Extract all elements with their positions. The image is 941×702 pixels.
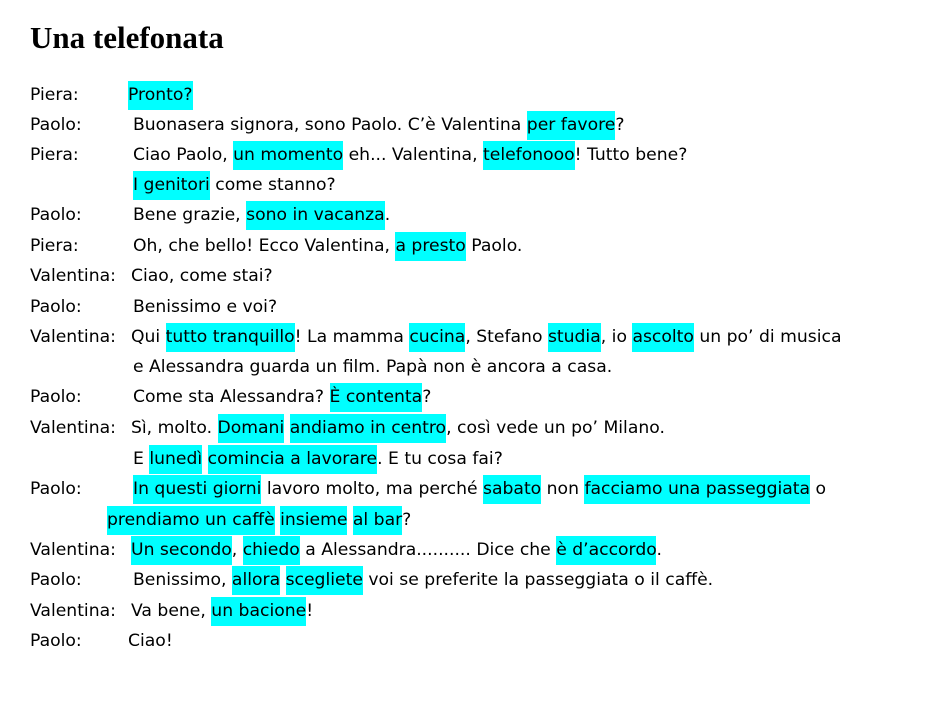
text-segment: Ciao Paolo, — [133, 145, 234, 165]
page-title: Una telefonata — [30, 20, 224, 55]
dialogue-text — [131, 596, 313, 626]
text-segment: lavoro molto, ma perché — [261, 479, 484, 499]
highlighted-phrase: studia — [548, 323, 601, 352]
text-segment: Bene grazie, — [133, 205, 247, 225]
dialogue-line — [0, 292, 941, 322]
text-segment: ! — [306, 601, 314, 621]
text-segment: Ciao! — [128, 631, 173, 651]
dialogue-line — [0, 140, 941, 170]
highlighted-phrase: tutto tranquillo — [166, 323, 295, 352]
speaker-name: Piera: — [30, 85, 79, 105]
speaker-name: Paolo: — [30, 297, 82, 317]
dialogue-line — [0, 322, 941, 352]
text-segment: e Alessandra guarda un film. Papà non è ancora a casa. — [133, 357, 613, 377]
text-segment: Come sta Alessandra? — [133, 387, 330, 407]
highlighted-phrase: Domani — [218, 414, 285, 443]
dialogue-text — [133, 200, 390, 230]
highlighted-phrase: un bacione — [211, 597, 306, 626]
dialogue-text — [131, 413, 665, 443]
text-segment: eh... Valentina, — [343, 145, 483, 165]
dialogue-line — [0, 110, 941, 140]
highlighted-phrase: allora — [232, 566, 280, 595]
dialogue-text — [131, 535, 662, 565]
dialogue-text — [133, 231, 522, 261]
speaker-name: Valentina: — [30, 418, 116, 438]
text-segment: . — [656, 540, 662, 560]
text-segment: E — [133, 449, 150, 469]
highlighted-phrase: al bar — [353, 506, 402, 535]
text-segment: . — [384, 205, 391, 225]
text-segment — [284, 418, 289, 438]
highlighted-phrase: è d’accordo — [556, 536, 656, 565]
dialogue-text — [133, 565, 713, 595]
text-segment: Ciao, come stai? — [131, 266, 273, 286]
text-segment: voi se preferite la passeggiata o il caffè. — [362, 570, 714, 590]
text-segment: ! Tutto bene? — [574, 145, 688, 165]
text-segment: ? — [422, 387, 432, 407]
dialogue-line — [0, 565, 941, 595]
highlighted-phrase: per favore — [527, 111, 616, 140]
text-segment: Paolo. — [465, 236, 523, 256]
dialogue-text — [133, 140, 687, 170]
highlighted-phrase: telefonooo — [483, 141, 575, 170]
text-segment: un po’ di musica — [693, 327, 842, 347]
dialogue-text — [133, 444, 503, 474]
highlighted-phrase: facciamo una passeggiata — [584, 475, 810, 504]
text-segment — [280, 570, 285, 590]
speaker-name: Paolo: — [30, 205, 82, 225]
dialogue-line — [0, 535, 941, 565]
speaker-name: Piera: — [30, 236, 79, 256]
dialogue-text — [107, 505, 411, 535]
speaker-name: Paolo: — [30, 570, 82, 590]
speaker-name: Valentina: — [30, 266, 116, 286]
highlighted-phrase: sono in vacanza — [246, 201, 385, 230]
text-segment: , io — [600, 327, 633, 347]
dialogue-line — [0, 261, 941, 291]
dialogue-line — [0, 444, 941, 474]
text-segment: , Stefano — [465, 327, 548, 347]
highlighted-phrase: È contenta — [330, 383, 423, 412]
dialogue-line — [0, 413, 941, 443]
text-segment: ? — [402, 510, 412, 530]
speaker-name: Paolo: — [30, 631, 82, 651]
dialogue-text — [133, 292, 277, 322]
text-segment: Oh, che bello! Ecco Valentina, — [133, 236, 396, 256]
highlighted-phrase: I genitori — [133, 171, 210, 200]
highlighted-phrase: cucina — [409, 323, 465, 352]
dialogue-text — [131, 322, 841, 352]
text-segment: ! La mamma — [294, 327, 410, 347]
highlighted-phrase: Un secondo — [131, 536, 232, 565]
highlighted-phrase: lunedì — [149, 445, 202, 474]
highlighted-phrase: In questi giorni — [133, 475, 261, 504]
dialogue-line — [0, 231, 941, 261]
text-segment: Sì, molto. — [131, 418, 218, 438]
highlighted-phrase: ascolto — [632, 323, 693, 352]
dialogue-text — [133, 352, 612, 382]
dialogue-text — [128, 626, 173, 656]
text-segment: Va bene, — [131, 601, 212, 621]
text-segment — [202, 449, 207, 469]
text-segment: Benissimo e voi? — [133, 297, 278, 317]
text-segment: , — [231, 540, 243, 560]
dialogue-line — [0, 505, 941, 535]
dialogue-line — [0, 80, 941, 110]
highlighted-phrase: Pronto? — [128, 81, 193, 110]
dialogue-text — [131, 261, 273, 291]
text-segment: come stanno? — [209, 175, 336, 195]
text-segment: Qui — [131, 327, 166, 347]
speaker-name: Paolo: — [30, 115, 82, 135]
highlighted-phrase: prendiamo un caffè — [107, 506, 275, 535]
highlighted-phrase: sabato — [483, 475, 541, 504]
speaker-name: Valentina: — [30, 601, 116, 621]
dialogue-text — [133, 382, 431, 412]
dialogue-line — [0, 170, 941, 200]
dialogue-line — [0, 626, 941, 656]
highlighted-phrase: comincia a lavorare — [208, 445, 377, 474]
speaker-name: Valentina: — [30, 327, 116, 347]
dialogue-text — [133, 474, 826, 504]
dialogue-line — [0, 352, 941, 382]
text-segment: Benissimo, — [133, 570, 232, 590]
speaker-name: Piera: — [30, 145, 79, 165]
highlighted-phrase: andiamo in centro — [290, 414, 446, 443]
highlighted-phrase: scegliete — [286, 566, 363, 595]
text-segment: o — [810, 479, 827, 499]
highlighted-phrase: insieme — [280, 506, 347, 535]
dialogue-line — [0, 596, 941, 626]
text-segment: a Alessandra.......... Dice che — [299, 540, 557, 560]
highlighted-phrase: chiedo — [243, 536, 300, 565]
text-segment: Buonasera signora, sono Paolo. C’è Valentina — [133, 115, 527, 135]
highlighted-phrase: un momento — [233, 141, 343, 170]
text-segment: non — [541, 479, 585, 499]
dialogue-line — [0, 200, 941, 230]
highlighted-phrase: a presto — [395, 232, 465, 261]
text-segment: , così vede un po’ Milano. — [446, 418, 665, 438]
speaker-name: Paolo: — [30, 479, 82, 499]
speaker-name: Valentina: — [30, 540, 116, 560]
dialogue-line — [0, 382, 941, 412]
text-segment: . E tu cosa fai? — [377, 449, 503, 469]
text-segment: ? — [615, 115, 625, 135]
dialogue-text — [128, 80, 193, 110]
dialogue-text — [133, 110, 624, 140]
dialogue-text — [133, 170, 336, 200]
dialogue-line — [0, 474, 941, 504]
speaker-name: Paolo: — [30, 387, 82, 407]
